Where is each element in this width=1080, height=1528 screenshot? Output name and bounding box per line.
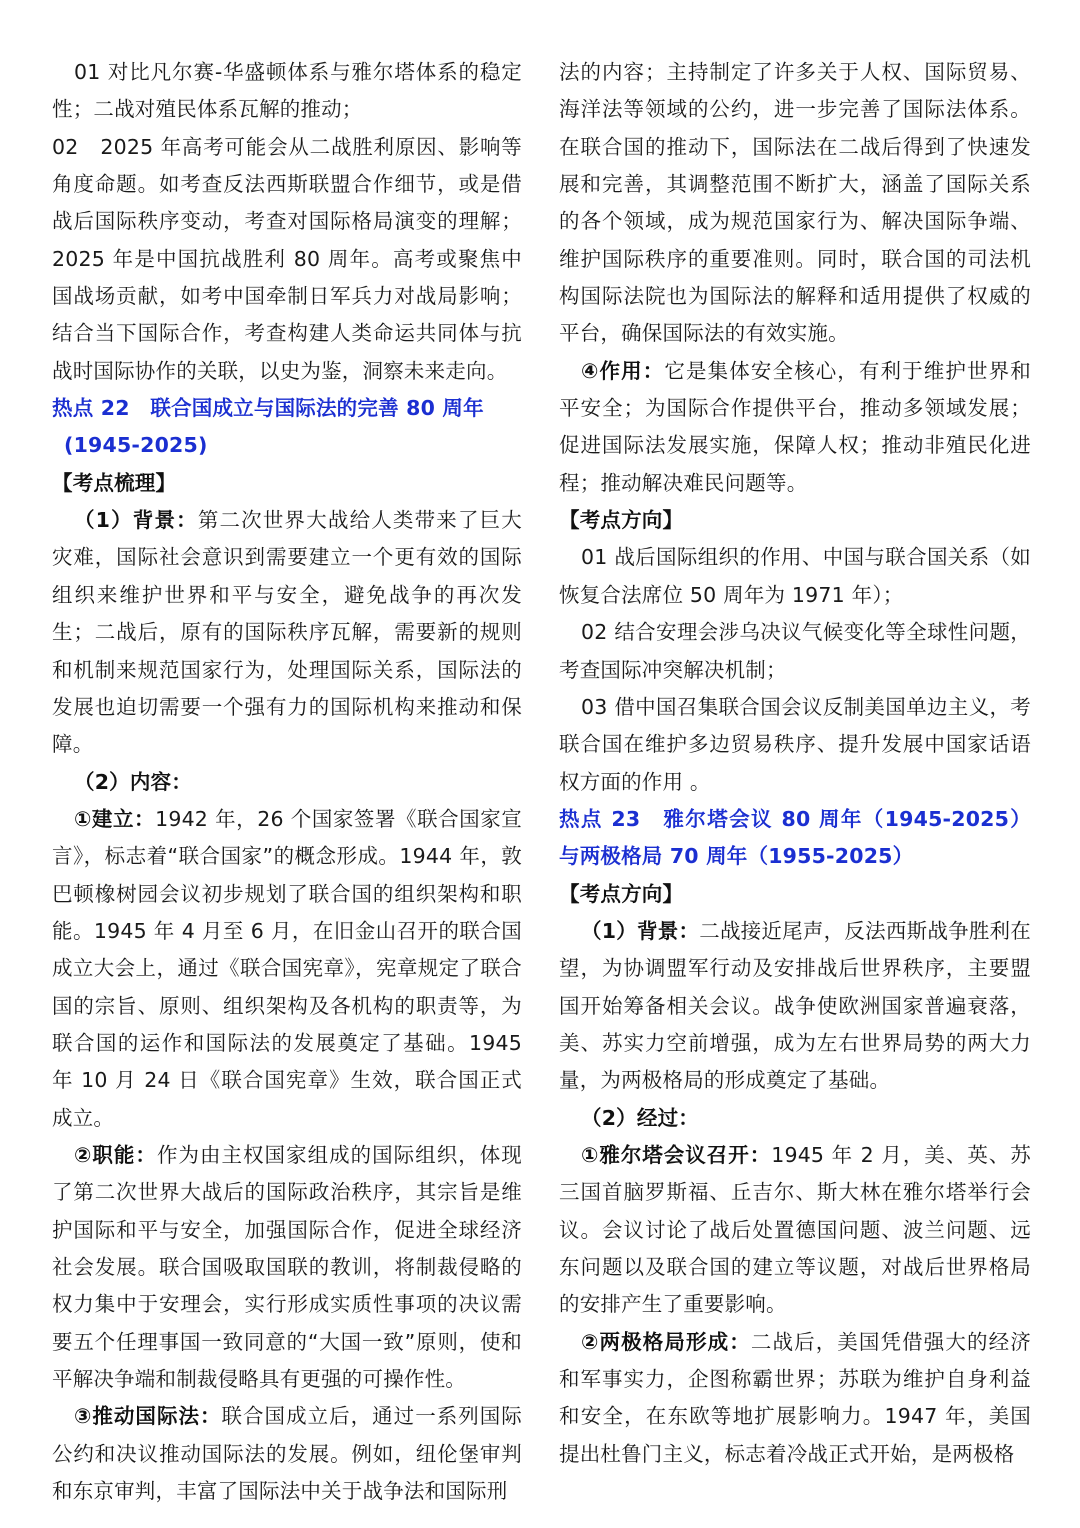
paragraph-functions bbox=[52, 1137, 522, 1398]
label-establishment: ①建立： bbox=[74, 806, 156, 831]
paragraph-international-law bbox=[52, 1398, 522, 1510]
label-international-law: ③推动国际法： bbox=[74, 1404, 222, 1429]
direction-item-01: 01 战后国际组织的作用、中国与联合国关系（如恢复合法席位 50 周年为 1971 年）； bbox=[559, 545, 1031, 607]
paragraph-background bbox=[52, 502, 522, 763]
text-role: 它是集体安全核心，有利于维护世界和平安全；为国际合作提供平台，推动多领域发展；促进国际法发展实施，保障人权；推动非殖民化进程；推动解决难民问题等。 bbox=[559, 358, 1031, 495]
label-bipolar-formation: ②两极格局形成： bbox=[581, 1329, 751, 1354]
hotspot-22-years: (1945-2025) bbox=[64, 433, 208, 458]
text-yalta-conference: 1945 年 2 月，美、英、苏三国首脑罗斯福、丘吉尔、斯大林在雅尔塔举行会议。会议讨论了战后处置德国问题、波兰问题、远东问题以及联合国的建立等议题，对战后世界格局的安排产生了重要影响。 bbox=[559, 1142, 1031, 1317]
left-column bbox=[52, 54, 522, 1510]
paragraph-bipolar-formation bbox=[559, 1324, 1031, 1473]
label-role: ④作用： bbox=[581, 358, 665, 383]
paragraph-exam-point-01: 01 对比凡尔赛-华盛顿体系与雅尔塔体系的稳定性；二战对殖民体系瓦解的推动； bbox=[52, 60, 522, 122]
text-international-law: 联合国成立后，通过一系列国际公约和决议推动国际法的发展。例如，纽伦堡审判和东京审判，丰富了国际法中关于战争法和国际刑 bbox=[52, 1404, 522, 1504]
direction-item-02: 02 结合安理会涉乌决议气候变化等全球性问题，考查国际冲突解决机制； bbox=[559, 620, 1031, 682]
direction-item-03: 03 借中国召集联合国会议反制美国单边主义，考联合国在维护多边贸易秩序、提升发展中国家话语权方面的作用 。 bbox=[559, 694, 1031, 794]
paragraph-exam-point-02: 02 2025 年高考可能会从二战胜利原因、影响等角度命题。如考查反法西斯联盟合作细节，或是借战后国际秩序变动，考查对国际格局演变的理解；2025 年是中国抗战胜利 80 周年。高考或聚焦中国战场贡献，如考中国牵制日军兵力对战局影响；结合当下国际合作，考查构建人类命运共同体与抗战时国际协作的关联，以史为鉴，洞察未来走向。 bbox=[52, 134, 522, 383]
label-yalta-background: （1）背景： bbox=[581, 918, 700, 943]
text-bipolar-formation: 二战后，美国凭借强大的经济和军事实力，企图称霸世界；苏联为维护自身利益和安全，在东欧等地扩展影响力。1947 年，美国提出杜鲁门主义，标志着冷战正式开始，是两极格 bbox=[559, 1329, 1031, 1466]
label-yalta-conference: ①雅尔塔会议召开： bbox=[581, 1142, 772, 1167]
text-background: 第二次世界大战给人类带来了巨大灾难，国际社会意识到需要建立一个更有效的国际组织来维护世界和平与安全，避免战争的再次发生；二战后，原有的国际秩序瓦解，需要新的规则和机制来规范国家行为，处理国际关系，国际法的发展也迫切需要一个强有力的国际机构来推动和保障。 bbox=[52, 508, 522, 757]
section-label-kaodian-fangxiang-1: 【考点方向】 bbox=[559, 508, 684, 533]
text-establishment: 1942 年，26 个国家签署《联合国家宣言》，标志着“联合国家”的概念形成。1944 年，敦巴顿橡树园会议初步规划了联合国的组织架构和职能。1945 年 4 月至 6 月，在旧金山召开的联合国成立大会上，通过《联合国宪章》，宪章规定了联合国的宗旨、原则、组织架构及各机构的职责等，为联合国的运作和国际法的发展奠定了基础。1945 年 10 月 24 日《联合国宪章》生效，联合国正式成立。 bbox=[52, 806, 522, 1130]
paragraph-law-continued: 法的内容；主持制定了许多关于人权、国际贸易、海洋法等领域的公约，进一步完善了国际法体系。在联合国的推动下，国际法在二战后得到了快速发展和完善，其调整范围不断扩大，涵盖了国际关系的各个领域，成为规范国家行为、解决国际争端、维护国际秩序的重要准则。同时，联合国的司法机构国际法院也为国际法的解释和适用提供了权威的平台，确保国际法的有效实施。 bbox=[559, 60, 1031, 346]
paragraph-establishment bbox=[52, 801, 522, 1137]
section-label-kaodian-shuli: 【考点梳理】 bbox=[52, 470, 177, 495]
text-functions: 作为由主权国家组成的国际组织，体现了第二次世界大战后的国际政治秩序，其宗旨是维护国际和平与安全，加强国际合作，促进全球经济社会发展。联合国吸取国联的教训，将制裁侵略的权力集中于安理会，实行形成实质性事项的决议需要五个任理事国一致同意的“大国一致”原则，使和平解决争端和制裁侵略具有更强的可操作性。 bbox=[52, 1142, 522, 1392]
label-process: （2）经过： bbox=[581, 1105, 699, 1130]
label-functions: ②职能： bbox=[74, 1142, 157, 1167]
paragraph-yalta-background bbox=[559, 913, 1031, 1100]
text-yalta-background: 二战接近尾声，反法西斯战争胜利在望，为协调盟军行动及安排战后世界秩序，主要盟国开始筹备相关会议。战争使欧洲国家普遍衰落，美、苏实力空前增强，成为左右世界局势的两大力量，为两极格局的形成奠定了基础。 bbox=[559, 918, 1031, 1093]
paragraph-role bbox=[559, 353, 1031, 502]
paragraph-yalta-conference bbox=[559, 1137, 1031, 1324]
hotspot-23-heading: 热点 23 雅尔塔会议 80 周年（1945-2025）与两极格局 70 周年（1955-2025） bbox=[559, 806, 1031, 869]
right-column bbox=[559, 54, 1031, 1473]
section-label-kaodian-fangxiang-2: 【考点方向】 bbox=[559, 881, 684, 906]
label-background: （1）背景： bbox=[74, 508, 198, 533]
hotspot-22-heading: 热点 22 联合国成立与国际法的完善 80 周年 bbox=[52, 396, 484, 421]
label-content: （2）内容： bbox=[74, 769, 192, 794]
